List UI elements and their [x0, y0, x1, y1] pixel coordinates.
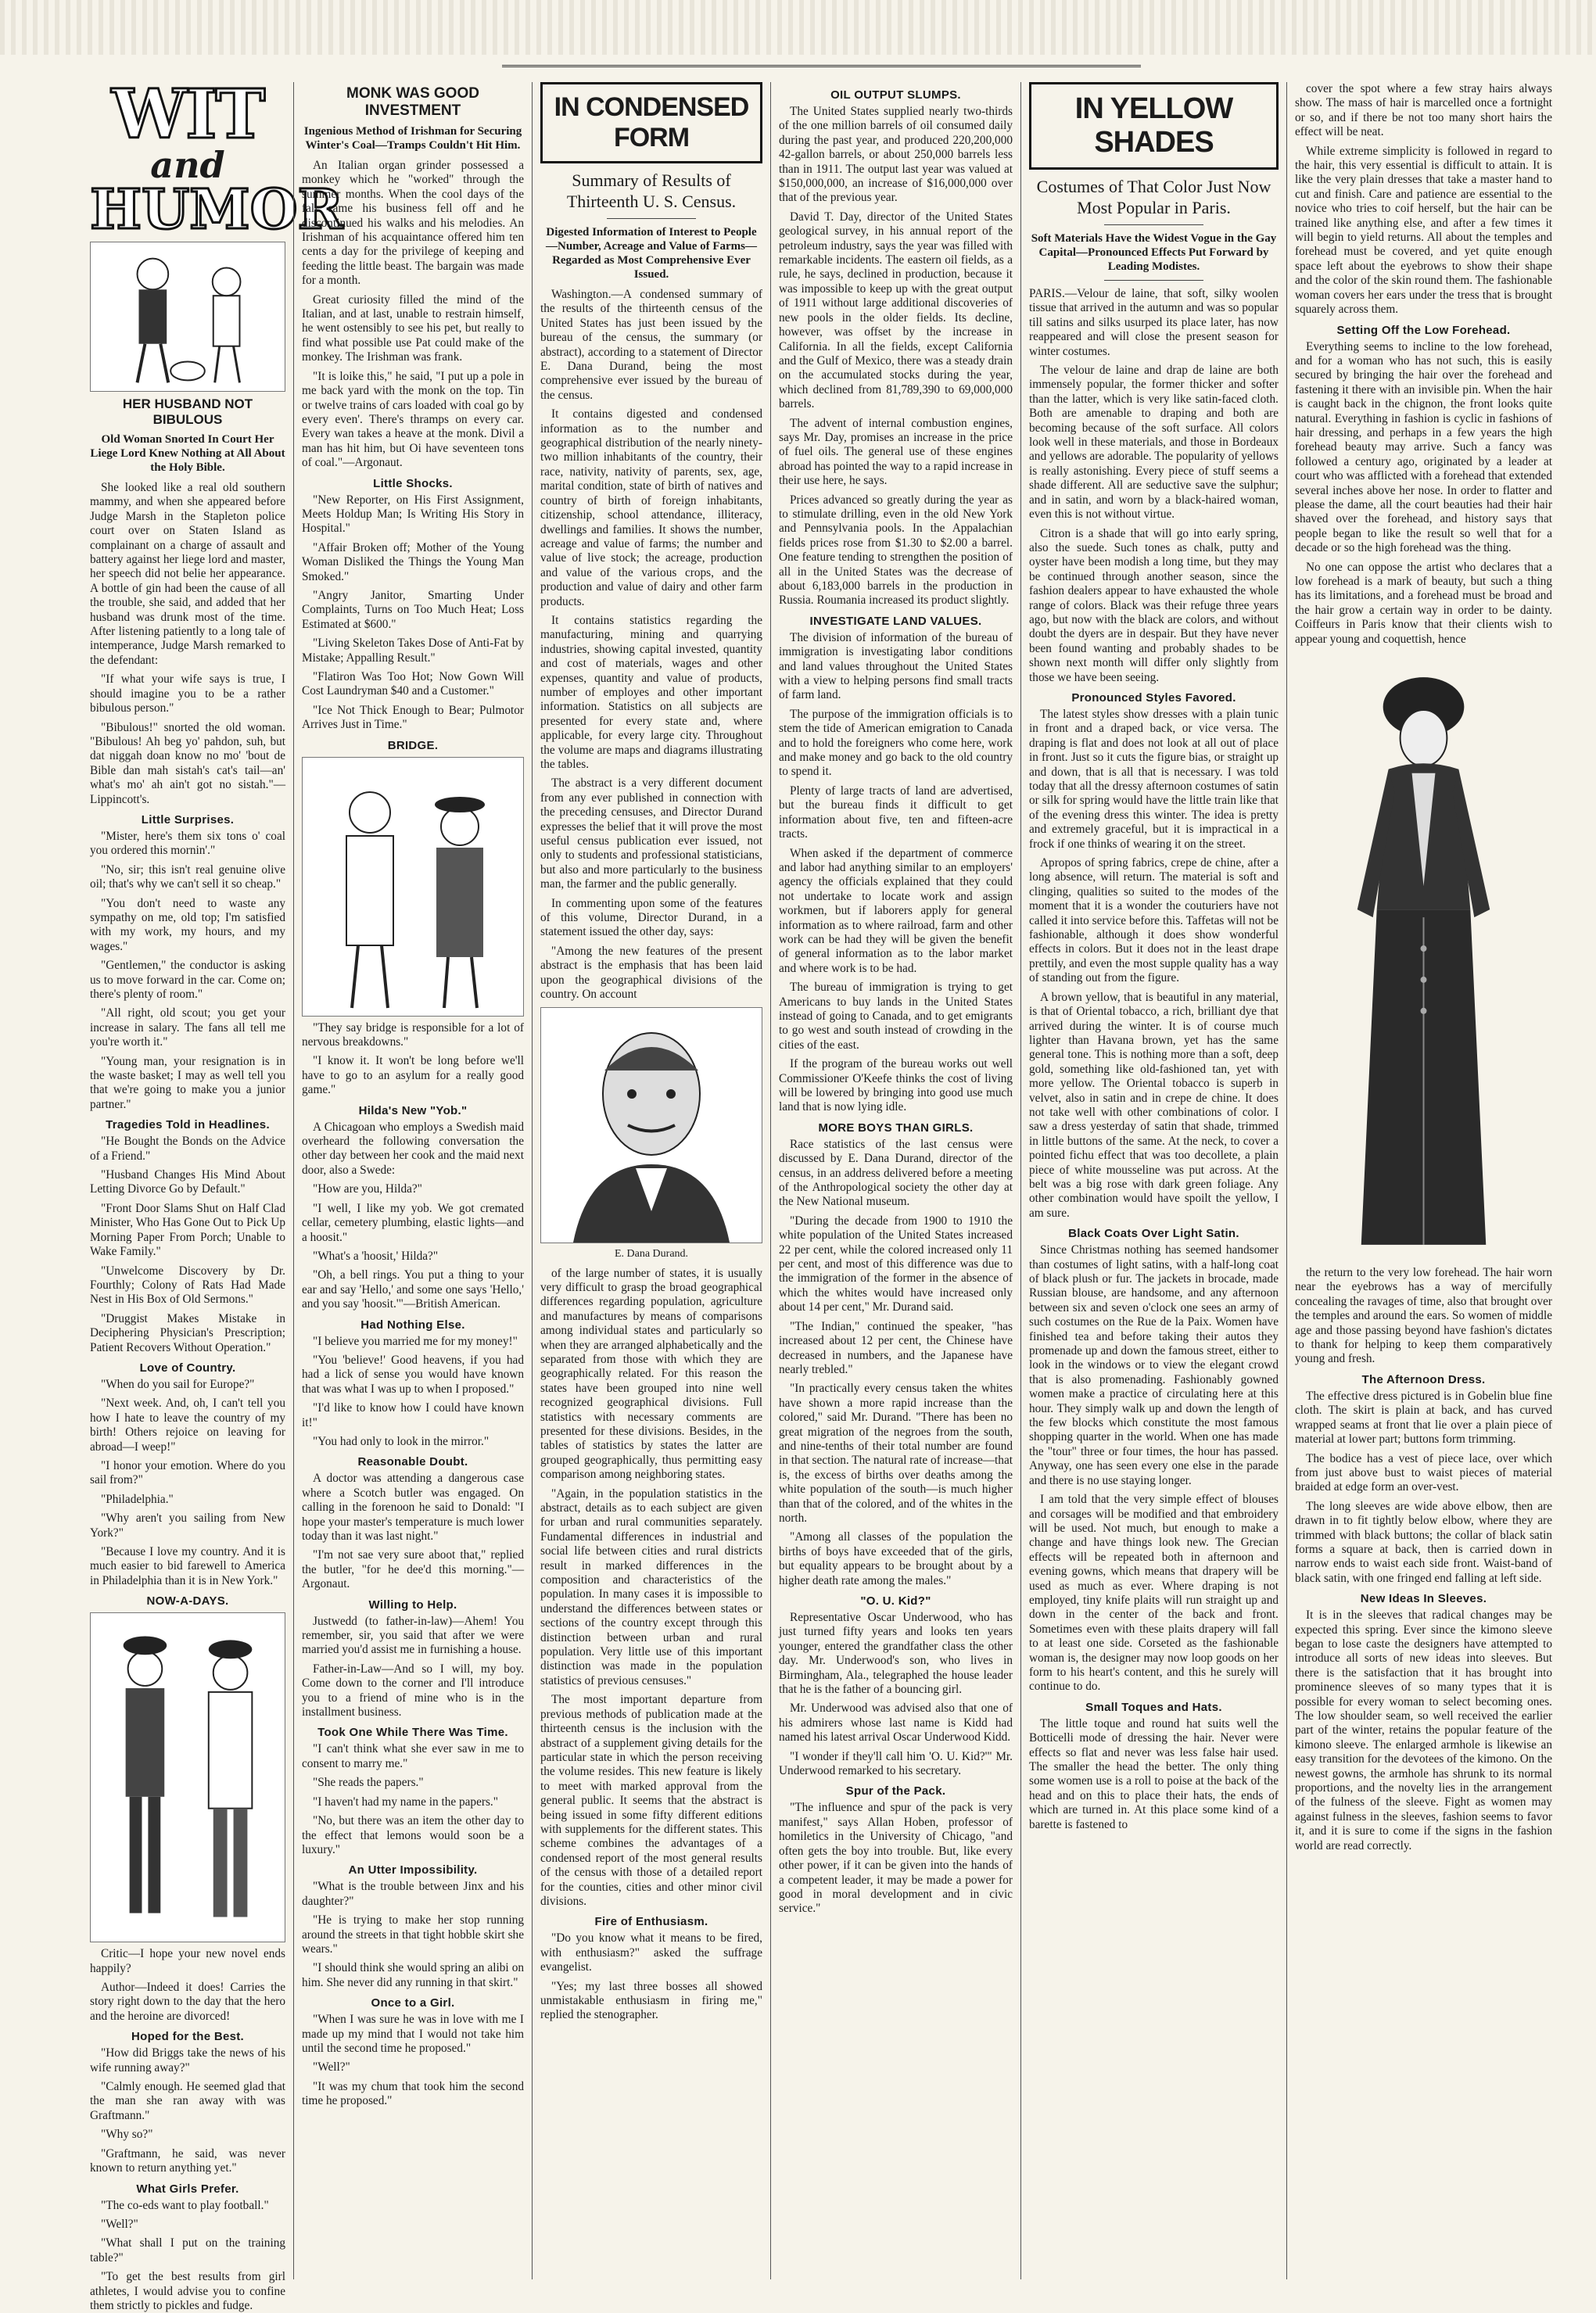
- paragraph: "Angry Janitor, Smarting Under Complaints, Turns on Too Much Heat; Loss Estimated at $600.": [302, 588, 524, 631]
- nowadays-cartoon: [90, 1612, 285, 1942]
- paragraph: "She reads the papers.": [313, 1776, 424, 1790]
- paragraph: Author—Indeed it does! Carries the story right down to the day that the hero and the heroine are divorced!: [90, 1981, 285, 2023]
- paragraph: "Graftmann, he said, was never known to return anything yet.": [90, 2146, 285, 2175]
- paragraph: "Yes; my last three bosses all showed unmistakable enthusiasm in firing me," replied the stenographer.: [540, 1979, 762, 2022]
- paragraph: Plenty of large tracts of land are advertised, but the bureau finds it difficult to get information about five, ten and fifteen-acre tracts.: [779, 784, 1013, 841]
- paragraph: A Chicagoan who employs a Swedish maid overheard the following conversation the other day between her cook and the maid next door, also a Swede:: [302, 1120, 524, 1177]
- subhead-forehead: Setting Off the Low Forehead.: [1336, 323, 1511, 337]
- paragraph: "Oh, a bell rings. You put a thing to your ear and say 'Hello,' and some one says 'Hello,' and you say 'hoosit.'"—British American.: [302, 1268, 524, 1311]
- subhead-styles: Pronounced Styles Favored.: [1071, 690, 1236, 705]
- paragraph: Citron is a shade that will go into early spring, also the suede. Such tones as chalk, putty and oyster have been modish a long time, but they may be continued through another season, since the fashion dealers appear to have exhausted the whole range of colors. Black was their refuge three years ago, but now with the black are colors, and without doubt the dyers are in despair. But they have never been found wanting and probably shades to be shown next month will differ only slightly from those we have been seeing.: [1029, 526, 1279, 684]
- paragraph: "Why aren't you sailing from New York?": [90, 1512, 285, 1540]
- paragraph: "Druggist Makes Mistake in Deciphering Physician's Prescription; Patient Recovers Without Operation.": [90, 1311, 285, 1354]
- paragraph: "No, but there was an item the other day to the effect that lemons would soon be a luxury.": [302, 1814, 524, 1856]
- paragraph: "During the decade from 1900 to 1910 the white population of the United States increased 22 per cent, while the colored increased only 11 per cent, and most of this difference was due to the immigration of the former in the absence of which the whites would have increased only about 14 per cent," Mr. Durand said.: [779, 1214, 1013, 1314]
- paragraph: An Italian organ grinder possessed a monkey which he "worked" through the summer months. When the cool days of the fall came his business fell off and he discontinued his walks and his melodies. An Irishman of his acquaintance offered him ten cents a day for the privilege of keeping and feeding the little beast. The bargain was made for a month.: [302, 159, 524, 288]
- paragraph: If the program of the bureau works out well Commissioner O'Keefe thinks the cost of living will be lowered by bringing into good use much land that is now lying idle.: [779, 1057, 1013, 1114]
- paragraph: The effective dress pictured is in Gobelin blue fine cloth. The skirt is plain at back, and has curved wrapped seams at front that lie over a plain piece of material at lower part; buttons form trimming.: [1295, 1389, 1552, 1447]
- paragraph: "You 'believe!' Good heavens, if you had had a lick of sense you would have known that was what I was up to when I proposed.": [302, 1353, 524, 1396]
- paragraph: Critic—I hope your new novel ends happily?: [90, 1947, 285, 1975]
- paragraph: "Living Skeleton Takes Dose of Anti-Fat by Mistake; Appalling Result.": [302, 637, 524, 665]
- paragraph: "What is the trouble between Jinx and his daughter?": [302, 1880, 524, 1908]
- paragraph: A brown yellow, that is beautiful in any material, is that of Oriental tobacco, a rich, brilliant dye that arrived during the winter. It is of course much lighter than Havana brown, yet has the same general tone. This is nothing more than a soft, deep gold, something like old-fashioned tan, yet with more yellow. The Oriental tobacco is superb in velvet, also in satin and in crepe de chine. It does not take well with other combinations of color. I saw a dress yesterday of satin that shade, trimmed in little buttons of the same. At the neck, to cover a pointed fichu effect that was too decollete, a plain piece of white mousseline was put across. At the belt was a big rose with dark green foliage. Any other combination would have spoilt the yellow, I am sure.: [1029, 990, 1279, 1220]
- column-4: [770, 82, 1020, 2279]
- paragraph: Apropos of spring fabrics, crepe de chine, after a long absence, will return. The material is soft and clinging, qualities so suited to the modes of the moment that it is a wonder the couturiers have not called it into service before this. Taffetas will not be fashionable, although it does show wonderful effects in colors. But it does not in the least drape prettily, and even the most supple quality has a way of standing out from the figure.: [1029, 856, 1279, 985]
- paragraph: Prices advanced so greatly during the year as to stimulate drilling, even in the old New York and Pennsylvania pools. In the Appalachian fields prices rose from $1.30 to $2.00 a barrel. One feature tending to strengthen the position of all in the United States was the decrease of about 6,183,000 barrels in the production in Russia. Roumania increased its product slightly.: [779, 493, 1013, 608]
- paragraph: "Flatiron Was Too Hot; Now Gown Will Cost Laundryman $40 and a Customer.": [302, 670, 524, 698]
- column-1: [82, 75, 343, 2312]
- paragraph: "Ice Not Thick Enough to Bear; Pulmotor Arrives Just in Time.": [302, 703, 524, 732]
- paragraph: "He Bought the Bonds on the Advice of a Friend.": [90, 1135, 285, 1163]
- paragraph: "All right, old scout; you get your increase in salary. The fans all tell me you're worth it.": [90, 1006, 285, 1049]
- paragraph: Great curiosity filled the mind of the Italian, and at last, unable to restrain himself, he went ostensibly to see his pet, but really to find what possible use Pat could make of the monkey. The Irishman was frank.: [302, 292, 524, 364]
- paragraph: PARIS.—Velour de laine, that soft, silky woolen tissue that arrived in the autumn and was so popular till satins and silks usurped its place later, has now reappeared and will close the present season for winter costumes.: [1029, 287, 1279, 358]
- paragraph: "What shall I put on the training table?": [90, 2236, 285, 2265]
- paragraph: "I wonder if they'll call him 'O. U. Kid?'" Mr. Underwood remarked to his secretary.: [779, 1749, 1013, 1778]
- paragraph: The latest styles show dresses with a plain tunic in front and a draped back, or vice versa. The draping is flat and does not look at all out of place in front. Just so it cuts the figure bias, or straight up and down, that is all that is necessary. I was told today that all the dressy afternoon costumes of satin or silk for spring would have the little train like that of the evening dress this winter. The idea is pretty and extremely graceful, but it is impractical in a frock if one thinks of wearing it on the street.: [1029, 707, 1279, 851]
- paragraph: "It was my chum that took him the second time he proposed.": [302, 2079, 524, 2108]
- paragraph: the return to the very low forehead. The hair worn near the eyebrows has a way of mercifully concealing the ravages of time, also that brought over the temples and around the ears. So women of middle age and those passing beyond have fashion's dictates to thank for helping to keep them comparatively young and fresh.: [1295, 1266, 1552, 1366]
- subhead-sleeves: New Ideas In Sleeves.: [1360, 1592, 1487, 1606]
- paragraph: "Mister, here's them six tons o' coal you ordered this mornin'.": [90, 829, 285, 858]
- paragraph: "Next week. And, oh, I can't tell you how I hate to leave the country of my birth! Others rejoice on leaving for abroad—I weep!": [90, 1397, 285, 1454]
- deck-monk: Ingenious Method of Irishman for Securing Winter's Coal—Tramps Couldn't Hit Him.: [303, 125, 522, 152]
- paragraph: "The influence and spur of the pack is very manifest," says Allan Hoben, professor of homiletics in the University of Chicago, "and often gets the boy into trouble. But, like every other power, if it can be given into the hands of a competent leader, it may be made a power for good in moral development and in civic service.": [779, 1801, 1013, 1916]
- paragraph: The bodice has a vest of piece lace, over which from just above bust to waist pieces of material braided at edge form an over-vest.: [1295, 1451, 1552, 1494]
- paragraph: "How did Briggs take the news of his wife running away?": [90, 2046, 285, 2075]
- paragraph: "You had only to look in the mirror.": [313, 1434, 490, 1448]
- paragraph: Everything seems to incline to the low forehead, and for a woman who has not such, this is easily secured by bringing the hair over the forehead and fastening it there with an invisible pin. When the hair is caught back in the chignon, the front looks quite natural. Everything in fashion is cyclic in fashions of hair dressing, and perhaps in a few years the high forehead beauty may arrive. Such a fancy was followed a century ago, originated by a leader at court who was afflicted with a forehead that extended several inches above her nose. In order to flatter and please the dame, all the court beauties had their hair shaved over the forehead, and history says that people began to like the result so well that for a decade or so the high forehead was the thing.: [1295, 339, 1552, 555]
- paragraph: It is in the sleeves that radical changes may be expected this spring. Ever since the kimono sleeve began to lose caste the designers have attempted to introduce all sorts of new ideas into sleeves. But there is the satisfaction that it has brought into prominence sleeves of so many types that it is possible for every woman to select becoming ones. The low shoulder seam, so well received the earlier part of the winter, retains the popular feature of the kimono sleeve. The enlarged armhole is likewise an easy transition for the devotees of the kimono. On the newest gowns, the armhole has shrunk to its normal proportions, and the novelty lies in the arrangement of the fulness of the sleeve. Fight as women may against fulness in the sleeves, fashion seems to favor it, and it is sure to come if the signs in the fashion world are read correctly.: [1295, 1608, 1552, 1852]
- summary-census: Summary of Results of Thirteenth U. S. Census.: [566, 170, 737, 211]
- subhead-oil: OIL OUTPUT SLUMPS.: [830, 88, 961, 102]
- paragraph: "When do you sail for Europe?": [101, 1377, 255, 1391]
- bridge-cartoon: [302, 757, 524, 1017]
- subhead-hoped: Hoped for the Best.: [131, 2030, 245, 2044]
- paragraph: It contains statistics regarding the manufacturing, mining and quarrying industries, showing capital invested, quantity and cost of materials, wages and other expenses, quantity and value of products, number of employes and other important information. Statistics on all subjects are presented for every state and, where applicable, for every large city. Throughout the volume are maps and diagrams illustrating the tables.: [540, 613, 762, 771]
- column-5: [1020, 82, 1286, 2279]
- wit-and-humor-masthead: [90, 75, 343, 242]
- paragraph: "How are you, Hilda?": [313, 1182, 422, 1196]
- subhead-surprises: Little Surprises.: [141, 812, 235, 827]
- subhead-country: Love of Country.: [139, 1361, 236, 1375]
- paragraph: "The Indian," continued the speaker, "has increased about 12 per cent, the Chinese have decreased in numbers, and the Japanese have nearly trebled.": [779, 1319, 1013, 1376]
- paragraph: The velour de laine and drap de laine are both immensely popular, the former thicker and softer than the latter, which is very like satin-faced cloth. Both are amenable to draping and both are becoming because of the soft surface. All colors look well in these materials, and those in Bordeaux and yellows are adorable. The popularity of yellows is really astonishing. Every piece of stuff seems a shade different. All are seductive save the sulphur; and in satin, and worn by a black-haired woman, even this is not without virtue.: [1029, 364, 1279, 522]
- paragraph: In commenting upon some of the features of this volume, Director Durand, in a statement issued the other day, says:: [540, 896, 762, 939]
- subhead-nothing: Had Nothing Else.: [360, 1318, 465, 1332]
- paragraph: The purpose of the immigration officials is to stem the tide of American emigration to Canada and to hold the foreigners who come here, work and make money and go back to the old country to spend it.: [779, 707, 1013, 779]
- paragraph: "Well?": [313, 2060, 350, 2075]
- paragraph: "I believe you married me for my money!": [313, 1334, 518, 1348]
- paragraph: "Because I love my country. And it is much easier to bid farewell to America in Philadelphia than it is in New York.": [90, 1545, 285, 1587]
- paragraph: "Well?": [101, 2217, 138, 2231]
- banner-condensed: IN CONDENSED FORM: [540, 82, 762, 163]
- paragraph: "They say bridge is responsible for a lot of nervous breakdowns.": [302, 1020, 524, 1049]
- durand-portrait: [540, 1007, 762, 1243]
- paragraph: "To get the best results from girl athletes, I would advise you to confine them strictly to pickles and fudge.: [90, 2270, 285, 2312]
- paragraph: Mr. Underwood was advised also that one of his admirers whose last name is Kidd had named his latest arrival Oscar Underwood Kidd.: [779, 1702, 1013, 1745]
- woman-in-dress-icon: [1295, 651, 1552, 1261]
- paragraph: "Front Door Slams Shut on Half Clad Minister, Who Has Gone Out to Pick Up Morning Paper From Porch; Unable to Wake Family.": [90, 1201, 285, 1259]
- paragraph: When asked if the department of commerce and labor had anything similar to an employers' agency the officials explained that they could not undertake to locate work and assign workmen, but if laborers apply for general information as to where railroad, farm and other work can be had they will be given the benefit of general information as to the labor market and where work is to be had.: [779, 846, 1013, 975]
- paragraph: "I'd like to know how I could have known it!": [302, 1401, 524, 1429]
- paragraph: A doctor was attending a dangerous case where a Scotch butler was engaged. On calling in the forenoon he said to Donald: "I hope your master's temperature is much lower today than it was last night.": [302, 1472, 524, 1543]
- paragraph: "No, sir; this isn't real genuine olive oil; that's why we can't sell it so cheap.": [90, 862, 285, 891]
- subhead-girls: What Girls Prefer.: [136, 2182, 239, 2196]
- paragraph: The advent of internal combustion engines, says Mr. Day, promises an increase in the price of fuel oils. The general use of these engines abroad has pointed the way to a rapid increase in their use here, he says.: [779, 416, 1013, 488]
- humor-title: HUMOR: [90, 177, 343, 242]
- subhead-afternoon: The Afternoon Dress.: [1361, 1372, 1486, 1386]
- paragraph: "Among the new features of the present abstract is the emphasis that has been laid upon the geographical divisions of the country. On account: [540, 944, 762, 1002]
- paragraph: "In practically every census taken the whites have shown a more rapid increase than the colored," said Mr. Durand. "There has been no great migration of the negroes from the south, and nine-tenths of their total number are found in that section. The natural rate of increase—that is, the excess of births over deaths among the white population of the south—is much higher than that of the colored, and of the whites in the north.: [779, 1382, 1013, 1525]
- paragraph: "Philadelphia.": [101, 1492, 174, 1506]
- paragraph: "He is trying to make her stop running around the streets in that tight hobble skirt she wears.": [302, 1913, 524, 1956]
- paragraph: "Husband Changes His Mind About Letting Divorce Go by Default.": [90, 1168, 285, 1196]
- paragraph: "Unwelcome Discovery by Dr. Fourthly; Colony of Rats Had Made Nest in His Box of Old Sermons.": [90, 1264, 285, 1307]
- column-6: [1286, 82, 1560, 2279]
- deck-husband: Old Woman Snorted In Court Her Liege Lord Knew Nothing at All About the Holy Bible.: [90, 433, 285, 474]
- subhead-once: Once to a Girl.: [371, 1996, 455, 2010]
- paragraph: The most important departure from previous methods of publication made at the thirteenth census is the inclusion with the abstract of a supplement giving details for the particular state in which the person receiving the volume resides. This new feature is likely to meet with marked approval from the general public. It seems that the abstract is being issued in some fifty different editions with supplements for the different states. This scheme combines the advantages of a condensed report of the most general results of the census with those of a detailed report for the counties, cities and other minor civil divisions.: [540, 1693, 762, 1908]
- subhead-time: Took One While There Was Time.: [317, 1726, 508, 1740]
- paragraph: "I'm not sae very sure aboot that," replied the butler, "for he dee'd this morning."—Argonaut.: [302, 1548, 524, 1591]
- subhead-fire: Fire of Enthusiasm.: [594, 1915, 708, 1929]
- subhead-toques: Small Toques and Hats.: [1085, 1700, 1222, 1714]
- paragraph: It contains digested and condensed information as to the number and geographical distribution of the nearly ninety-two million inhabitants of the country, their race, nativity, nativity of parents, sex, age, marital condition, state of birth of natives and country of birth of foreign inhabitants, citizenship, school attendance, illiteracy, dwellings and families. It shows the number, acreage and value of farms; the number and value of live stock; the acreage, production and value of the various crops, and the production and value of dairy and other farm products.: [540, 407, 762, 608]
- paragraph: "The co-eds want to play football.": [101, 2198, 269, 2212]
- paragraph: No one can oppose the artist who declares that a low forehead is a mark of beauty, but such a thing has its limitations, and a forehead must be broad and the hair grow a certain way in order to be dainty. Coiffeurs in Paris know that their clients wish to appear young and coquettish, hence: [1295, 560, 1552, 646]
- masthead-cartoon: [90, 242, 285, 392]
- deck-census: Digested Information of Interest to People—Number, Acreage and Value of Farms—Regarded as Most Comprehensive Ever Issued.: [546, 226, 757, 281]
- paragraph: "I honor your emotion. Where do you sail from?": [90, 1458, 285, 1487]
- subhead-shocks: Little Shocks.: [373, 476, 453, 490]
- paragraph: "I know it. It won't be long before we'll have to go to an asylum for a really good game.": [302, 1054, 524, 1097]
- portrait-caption: E. Dana Durand.: [614, 1247, 689, 1260]
- paragraph: "I haven't had my name in the papers.": [313, 1795, 498, 1809]
- paragraph: "It is loike this," he said, "I put up a pole in me back yard with the monk on the top. Tin or twelve trains of cars loaded with coal go by every even'. There's thramps on every car. Every wan takes a heave at the monk. Divil a man has hit him, but Oi have seventeen tons of coal."—Argonaut.: [302, 369, 524, 470]
- paragraph: The bureau of immigration is trying to get Americans to buy lands in the United States instead of going to Canada, and to get emigrants to go west and south instead of crowding in the cities of the east.: [779, 981, 1013, 1052]
- paragraph: "Why so?": [101, 2128, 153, 2142]
- paragraph: cover the spot where a few stray hairs always show. The mass of hair is marcelled once a fortnight or so, and if there be not too many short hairs the effect will be neat.: [1295, 82, 1552, 139]
- paragraph: The division of information of the bureau of immigration is investigating labor conditions and land values throughout the United States with a view to helping persons find small tracts of farm land.: [779, 630, 1013, 702]
- afternoon-dress-illustration: [1295, 651, 1552, 1261]
- and-title: and: [150, 144, 225, 186]
- paragraph: David T. Day, director of the United States geological survey, in his annual report of the petroleum industry, says the year was filled with remarkable incidents. The eastern oil fields, as a rule, he says, declined in production, because it was impossible to keep up with the great output of 1911 without large additional discoveries of new pools in the older fields. Its decline, however, was offset by the increase in California. In all the fields, except California and the Gulf of Mexico, there was a steady drain on the accumulated stocks during the year, which declined from 81,789,390 to 69,000,000 barrels.: [779, 210, 1013, 411]
- paragraph: "Among all classes of the population the births of boys have exceeded that of the girls, but equality appears to be brought about by a higher death rate among the males.": [779, 1530, 1013, 1587]
- subhead-doubt: Reasonable Doubt.: [357, 1455, 468, 1469]
- paragraph: Washington.—A condensed summary of the results of the thirteenth census of the United States has just been issued by the bureau of the census, the summary (or abstract), according to a statement of Director E. Dana Durand, being the most comprehensive ever issued by the bureau of the census.: [540, 288, 762, 402]
- two-men-cartoon-icon: [91, 1613, 285, 1942]
- paragraph: Representative Oscar Underwood, who has just turned fifty years and looks ten years younger, entered the grandfather class the other day. Mr. Underwood's son, who lives in Birmingham, Ala., telegraphed the house leader that he is the father of a bouncing girl.: [779, 1611, 1013, 1697]
- subhead-land: INVESTIGATE LAND VALUES.: [809, 614, 982, 628]
- paragraph: Since Christmas nothing has seemed handsomer than costumes of light satins, with a half-long coat of black plush or fur. The jackets in brocade, made Russian blouse, are handsome, and any afternoon between six and seven o'clock one sees an army of such costumes on the Rue de la Paix. Women have finished tea and before taking their autos they promenade up and down the famous street, either to look in the windows or to view the elegant crowd that is also promenading. Fashionably gowned women make a practice of circulating here at this hour. They simply walk up and down the length of the few blocks which constitute the most famous shopping quarter in the world. When one has made the "tour" three or four times, the hour has passed. Anyway, one has seen every one else in the parade and there is no use staying longer.: [1029, 1243, 1279, 1487]
- subhead-impossible: An Utter Impossibility.: [348, 1863, 478, 1877]
- paragraph: "If what your wife says is true, I should imagine you to be a rather bibulous person.": [90, 672, 285, 715]
- paragraph: Father-in-Law—And so I will, my boy. Come down to the corner and I'll introduce you to a friend of mine who is in the installment business.: [302, 1662, 524, 1720]
- wit-title: WIT: [111, 75, 264, 154]
- subhead-help: Willing to Help.: [368, 1598, 457, 1612]
- paragraph: "I can't think what she ever saw in me to consent to marry me.": [302, 1742, 524, 1770]
- headline-husband: HER HUSBAND NOT BIBULOUS: [122, 396, 253, 427]
- paragraph: The long sleeves are wide above elbow, then are drawn in to fit tightly below elbow, where they are trimmed with black buttons; the collar of black satin forms a square at back, then is carried down in narrow ends to waist each side front. Waist-band of black satin, with one fringed end falling at left side.: [1295, 1499, 1552, 1585]
- scan-edge: [0, 0, 1596, 55]
- paragraph: "Do you know what it means to be fired, with enthusiasm?" asked the suffrage evangelist.: [540, 1931, 762, 1974]
- subhead-black: Black Coats Over Light Satin.: [1068, 1227, 1239, 1241]
- subhead-tragedies: Tragedies Told in Headlines.: [106, 1118, 270, 1132]
- paragraph: The little toque and round hat suits well the Botticelli mode of dressing the hair. Never were effects so flat and never was less false hair used. The smaller the head the better. The only thing some women use is a roll to poise at the back of the head and on this to place their hats, the ends of which are turned in. At this place some kind of a barette is fastened to: [1029, 1716, 1279, 1831]
- subhead-boys: MORE BOYS THAN GIRLS.: [818, 1121, 974, 1135]
- paragraph: "New Reporter, on His First Assignment, Meets Holdup Man; Is Writing His Story in Hospital.": [302, 493, 524, 536]
- paragraph: "I should think she would spring an alibi on him. She never did any running in that skirt.": [302, 1961, 524, 1989]
- portrait-icon: [541, 1008, 762, 1243]
- subhead-yob: Hilda's New "Yob.": [358, 1103, 468, 1117]
- paragraph: She looked like a real old southern mammy, and when she appeared before Judge Marsh in the Stapleton police court over on Staten Island as complainant on a charge of assault and battery against her liege lord and master, her speech did not belie her appearance. A bottle of gin had been the cause of all the trouble, she said, and added that her husband was drunk most of the time. After listening patiently to a long tale of intemperance, Judge Marsh remarked to the defendant:: [90, 481, 285, 667]
- banner-yellow: IN YELLOW SHADES: [1029, 82, 1279, 170]
- paragraph: "What's a 'hoosit,' Hilda?": [313, 1249, 439, 1263]
- paragraph: "When I was sure he was in love with me I made up my mind that I would not take him until the second time he proposed.": [302, 2013, 524, 2055]
- paragraph: "You don't need to waste any sympathy on me, old top; I'm satisfied with my work, my hours, and my wages.": [90, 896, 285, 953]
- deck-yellow: Soft Materials Have the Widest Vogue in the Gay Capital—Pronounced Effects Put Forward by Leading Modistes.: [1031, 232, 1277, 273]
- subhead-kid: "O. U. Kid?": [860, 1594, 931, 1608]
- column-2: [293, 82, 532, 2279]
- summary-yellow: Costumes of That Color Just Now Most Popular in Paris.: [1036, 177, 1271, 217]
- paragraph: "Young man, your resignation is in the waste basket; I may as well tell you that we're going to make you a junior partner.": [90, 1054, 285, 1111]
- paragraph: The abstract is a very different document from any ever published in connection with the preceding censuses, and Director Durand expresses the belief that it will prove the most useful census publication ever issued, not only to students and professional statisticians, but also and more particularly to the business man, the farmer and the public generally.: [540, 776, 762, 891]
- subhead-spur: Spur of the Pack.: [845, 1784, 946, 1798]
- column-3: [532, 82, 770, 2279]
- two-men-talking-icon: [303, 758, 523, 1016]
- subhead-nowadays: NOW-A-DAYS.: [146, 1594, 229, 1608]
- paragraph: "Again, in the population statistics in the abstract, details as to each subject are given for urban and rural communities separately. Fundamental differences in industrial and social life between cities and rural districts result in marked differences in the composition and characteristics of the population. In many cases it is impossible to understand the differences between states or sections of the country except through this distinction between urban and rural population. Very little use of this important distinction was made in the population statistics of previous censuses.": [540, 1486, 762, 1687]
- paragraph: "Calmly enough. He seemed glad that the man she ran away with was Graftmann.": [90, 2080, 285, 2122]
- paragraph: The United States supplied nearly two-thirds of the one million barrels of oil consumed daily during the past year, and produced 220,200,000 42-gallon barrels, or about 250,000 barrels less than in 1911. The output last year was valued at $150,000,000, an increase of $16,000,000 over that of the previous year.: [779, 105, 1013, 205]
- paragraph: "I well, I like my yob. We got cremated cellar, cemetery plumbing, elastic lights—and a hoosit.": [302, 1201, 524, 1244]
- subhead-bridge: BRIDGE.: [387, 738, 439, 752]
- paragraph: "Affair Broken off; Mother of the Young Woman Disliked the Things the Young Man Smoked.": [302, 540, 524, 583]
- paragraph: While extreme simplicity is followed in regard to the hair, this very essential is difficult to attain. It is like the very plain dresses that take a master hand to cut and finish. Care and patience are essential to the novice who tries to coif herself, but the hair can be trained like anything else, and after a few times it will begin to yield returns. All about the temples and forehead must be covered, and yet quite enough space left about the eyebrows to show their shape and the color of the skin round them. The fashionable woman covers her ears under the tress that is brought squarely across them.: [1295, 144, 1552, 317]
- paragraph: I am told that the very simple effect of blouses and corsages will be modified and that embroidery will be used. Not much, but enough to make a change and have things look new. The Grecian effects will be repeated both in afternoon and evening gowns, which means that drapery will be used as much as ever. Where draping is not employed, tiny knife plaits will run straight up and down in the center of the back and front. Sometimes even with these plaits drapery will fall to at least one side. Corseted as the fashionable woman is, the designer may now loop goods on her form to his heart's content, and this he surely will continue to do.: [1029, 1493, 1279, 1694]
- cartoon-figures-icon: [91, 242, 285, 391]
- paragraph: "Gentlemen," the conductor is asking us to move forward in the car. Come on; there's plenty of room.": [90, 959, 285, 1001]
- paragraph: of the large number of states, it is usually very difficult to grasp the broad geographical differences regarding population, agriculture and manufactures by means of comparisons among individual states and particularly so when they are arranged alphabetically and the separated from those with which they are geographically related. For this reason the states have been grouped into nine well recognized geographical divisions. Full statistics with necessary comments are presented for these divisions. Besides, in the tables of statistics by states the latter are grouped geographically, thus permitting easy comparison among neighboring states.: [540, 1266, 762, 1482]
- headline-monk: MONK WAS GOOD INVESTMENT: [346, 85, 479, 119]
- paragraph: "Bibulous!" snorted the old woman. "Bibulous! Ah beg yo' pahdon, suh, but dat niggah doan know no mo' 'bout de Bible dan mah sistah's cat's tail—an' what's mo' ah ain't got no sistah."—Lippincott's.: [90, 720, 285, 806]
- paragraph: Justwedd (to father-in-law)—Ahem! You remember, sir, you said that after we were married you'd assist me in furnishing a house.: [302, 1614, 524, 1657]
- paragraph: Race statistics of the last census were discussed by E. Dana Durand, director of the census, in an address delivered before a meeting of the Anthropological society the other day at the New National museum.: [779, 1137, 1013, 1209]
